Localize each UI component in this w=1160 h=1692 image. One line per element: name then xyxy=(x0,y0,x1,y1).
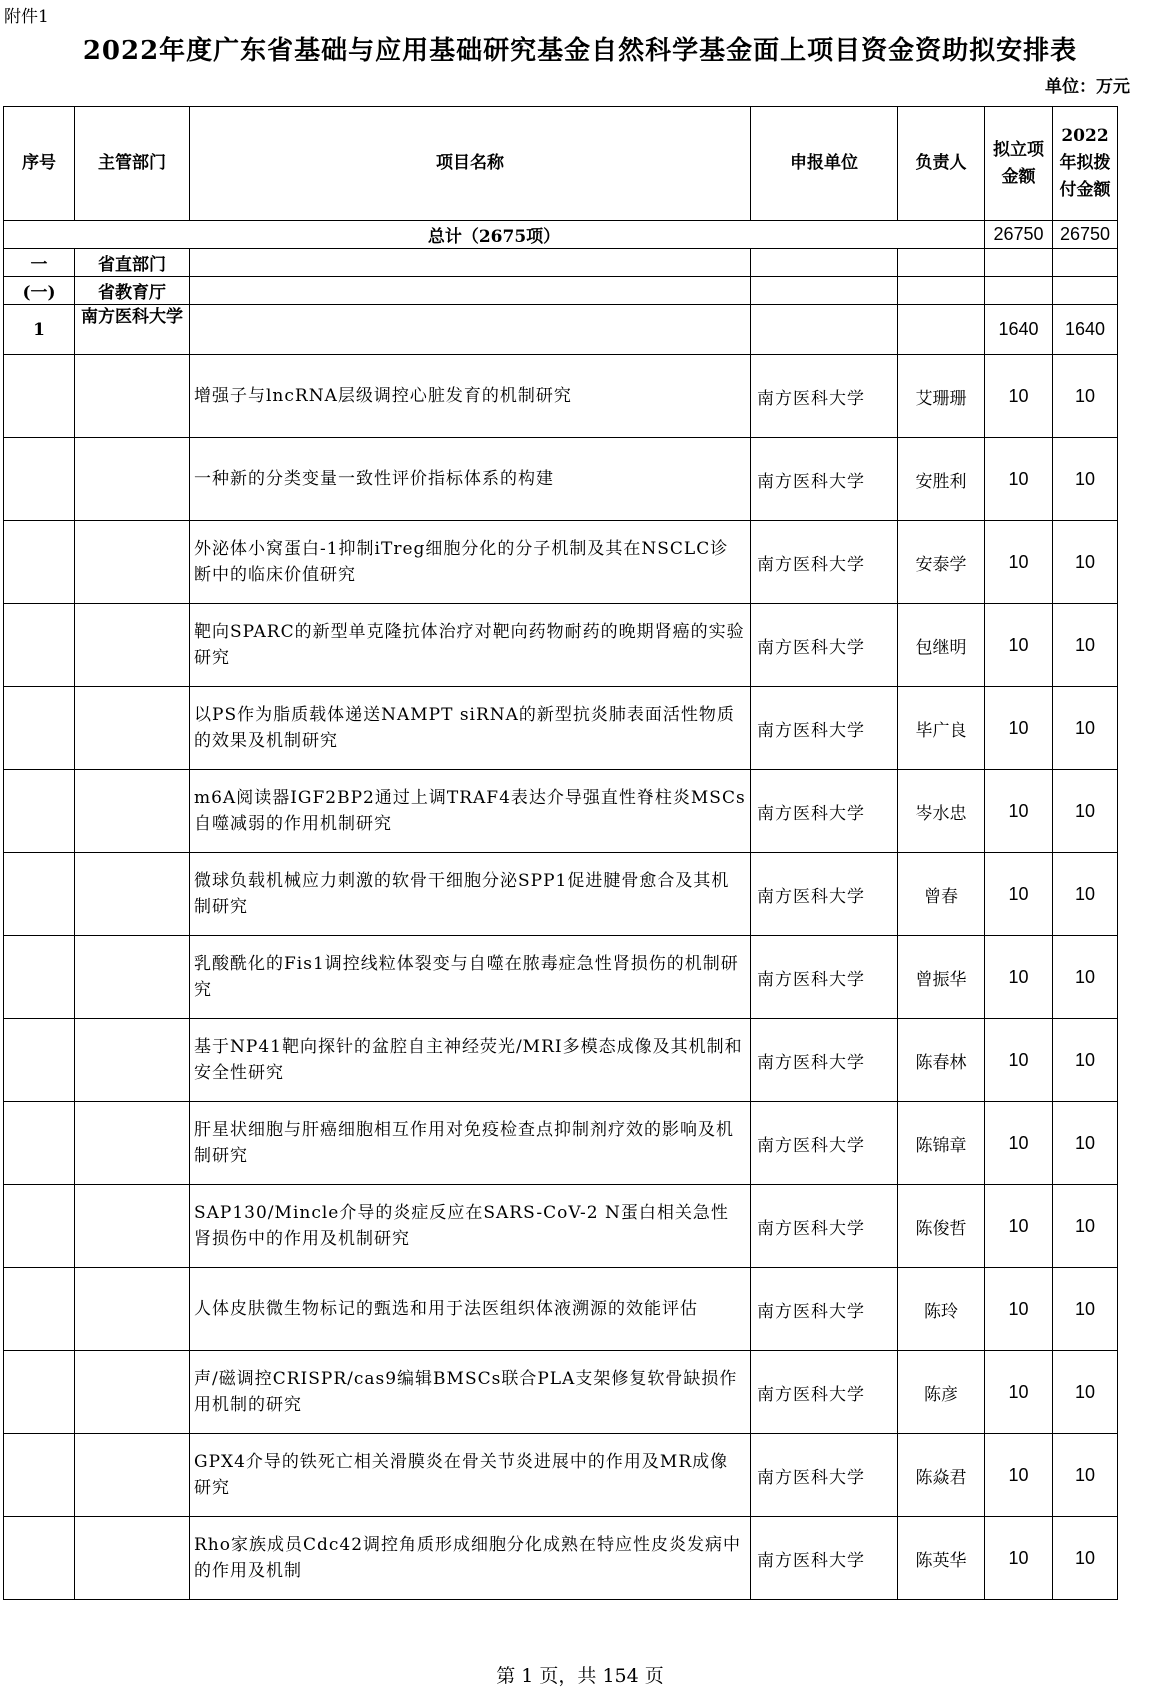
project-name: m6A阅读器IGF2BP2通过上调TRAF4表达介导强直性脊柱炎MSCs自噬减弱的作用机制研究 xyxy=(190,770,751,853)
row-dept xyxy=(75,1019,190,1102)
level2-dept: 省教育厅 xyxy=(75,277,190,305)
allocated-amount: 10 xyxy=(1053,521,1118,604)
table-row xyxy=(4,1185,1118,1268)
row-seq xyxy=(4,770,75,853)
project-name: GPX4介导的铁死亡相关滑膜炎在骨关节炎进展中的作用及MR成像研究 xyxy=(190,1434,751,1517)
table-row xyxy=(4,687,1118,770)
leader-name: 艾珊珊 xyxy=(898,355,985,438)
row-dept xyxy=(75,1185,190,1268)
applicant-unit: 南方医科大学 xyxy=(751,1268,898,1351)
table-row xyxy=(4,438,1118,521)
project-name: 增强子与lncRNA层级调控心脏发育的机制研究 xyxy=(190,355,751,438)
allocated-amount: 10 xyxy=(1053,853,1118,936)
leader-name: 陈春林 xyxy=(898,1019,985,1102)
row-seq xyxy=(4,1351,75,1434)
row-seq xyxy=(4,1019,75,1102)
level1-row xyxy=(4,249,1118,277)
leader-name: 陈英华 xyxy=(898,1517,985,1600)
row-seq xyxy=(4,1434,75,1517)
table-row xyxy=(4,1268,1118,1351)
approved-amount: 10 xyxy=(985,355,1053,438)
unit-label: 单位：万元 xyxy=(1045,77,1130,97)
leader-name: 毕广良 xyxy=(898,687,985,770)
table-row xyxy=(4,1351,1118,1434)
attachment-label: 附件1 xyxy=(4,7,49,27)
row-seq xyxy=(4,1102,75,1185)
org-row xyxy=(4,305,1118,355)
row-dept xyxy=(75,1434,190,1517)
leader-name: 包继明 xyxy=(898,604,985,687)
allocated-amount: 10 xyxy=(1053,1019,1118,1102)
row-dept xyxy=(75,687,190,770)
applicant-unit: 南方医科大学 xyxy=(751,521,898,604)
approved-amount: 10 xyxy=(985,604,1053,687)
total-row xyxy=(4,221,1118,249)
row-dept xyxy=(75,438,190,521)
row-dept xyxy=(75,521,190,604)
row-dept xyxy=(75,1268,190,1351)
applicant-unit: 南方医科大学 xyxy=(751,604,898,687)
row-dept xyxy=(75,770,190,853)
row-seq xyxy=(4,936,75,1019)
leader-name: 安泰学 xyxy=(898,521,985,604)
applicant-unit: 南方医科大学 xyxy=(751,1517,898,1600)
table-row xyxy=(4,853,1118,936)
applicant-unit: 南方医科大学 xyxy=(751,687,898,770)
project-name: 基于NP41靶向探针的盆腔自主神经荧光/MRI多模态成像及其机制和安全性研究 xyxy=(190,1019,751,1102)
approved-amount: 10 xyxy=(985,1351,1053,1434)
applicant-unit: 南方医科大学 xyxy=(751,438,898,521)
project-name: 声/磁调控CRISPR/cas9编辑BMSCs联合PLA支架修复软骨缺损作用机制的研究 xyxy=(190,1351,751,1434)
header-row xyxy=(4,107,1118,221)
row-dept xyxy=(75,355,190,438)
project-name: 一种新的分类变量一致性评价指标体系的构建 xyxy=(190,438,751,521)
row-seq xyxy=(4,521,75,604)
org-allocated: 1640 xyxy=(1053,305,1118,355)
applicant-unit: 南方医科大学 xyxy=(751,1351,898,1434)
leader-name: 陈玲 xyxy=(898,1268,985,1351)
row-seq xyxy=(4,853,75,936)
approved-amount: 10 xyxy=(985,770,1053,853)
leader-name: 陈焱君 xyxy=(898,1434,985,1517)
allocated-amount: 10 xyxy=(1053,687,1118,770)
org-approved: 1640 xyxy=(985,305,1053,355)
applicant-unit: 南方医科大学 xyxy=(751,770,898,853)
project-name: 以PS作为脂质载体递送NAMPT siRNA的新型抗炎肺表面活性物质的效果及机制研究 xyxy=(190,687,751,770)
allocated-amount: 10 xyxy=(1053,355,1118,438)
funding-table xyxy=(3,106,1118,1600)
row-seq xyxy=(4,1185,75,1268)
project-name: 外泌体小窝蛋白-1抑制iTreg细胞分化的分子机制及其在NSCLC诊断中的临床价值研究 xyxy=(190,521,751,604)
row-dept xyxy=(75,1102,190,1185)
table-row xyxy=(4,355,1118,438)
allocated-amount: 10 xyxy=(1053,604,1118,687)
level1-dept: 省直部门 xyxy=(75,249,190,277)
row-dept xyxy=(75,853,190,936)
table-row xyxy=(4,936,1118,1019)
leader-name: 陈锦章 xyxy=(898,1102,985,1185)
allocated-amount: 10 xyxy=(1053,936,1118,1019)
row-seq xyxy=(4,1268,75,1351)
project-name: 肝星状细胞与肝癌细胞相互作用对免疫检查点抑制剂疗效的影响及机制研究 xyxy=(190,1102,751,1185)
allocated-amount: 10 xyxy=(1053,770,1118,853)
approved-amount: 10 xyxy=(985,521,1053,604)
page-footer: 第 1 页，共 154 页 xyxy=(496,1665,664,1687)
header-applicant: 申报单位 xyxy=(751,107,898,221)
applicant-unit: 南方医科大学 xyxy=(751,1185,898,1268)
approved-amount: 10 xyxy=(985,1019,1053,1102)
leader-name: 陈彦 xyxy=(898,1351,985,1434)
level2-row xyxy=(4,277,1118,305)
table-row xyxy=(4,1434,1118,1517)
project-name: 微球负载机械应力刺激的软骨干细胞分泌SPP1促进腱骨愈合及其机制研究 xyxy=(190,853,751,936)
approved-amount: 10 xyxy=(985,1185,1053,1268)
leader-name: 岑水忠 xyxy=(898,770,985,853)
total-label: 总计（2675项） xyxy=(4,221,985,249)
header-dept: 主管部门 xyxy=(75,107,190,221)
allocated-amount: 10 xyxy=(1053,1517,1118,1600)
header-approved-amount: 拟立项金额 xyxy=(985,107,1053,221)
allocated-amount: 10 xyxy=(1053,1268,1118,1351)
leader-name: 安胜利 xyxy=(898,438,985,521)
leader-name: 曾春 xyxy=(898,853,985,936)
approved-amount: 10 xyxy=(985,1268,1053,1351)
project-name: Rho家族成员Cdc42调控角质形成细胞分化成熟在特应性皮炎发病中的作用及机制 xyxy=(190,1517,751,1600)
row-dept xyxy=(75,1517,190,1600)
approved-amount: 10 xyxy=(985,1434,1053,1517)
applicant-unit: 南方医科大学 xyxy=(751,355,898,438)
approved-amount: 10 xyxy=(985,438,1053,521)
approved-amount: 10 xyxy=(985,1102,1053,1185)
total-allocated: 26750 xyxy=(1053,221,1118,249)
allocated-amount: 10 xyxy=(1053,1185,1118,1268)
table-row xyxy=(4,604,1118,687)
page-title: 2022年度广东省基础与应用基础研究基金自然科学基金面上项目资金资助拟安排表 xyxy=(82,36,1078,66)
header-seq: 序号 xyxy=(4,107,75,221)
allocated-amount: 10 xyxy=(1053,1102,1118,1185)
table-row xyxy=(4,1517,1118,1600)
row-seq xyxy=(4,687,75,770)
header-project: 项目名称 xyxy=(190,107,751,221)
leader-name: 陈俊哲 xyxy=(898,1185,985,1268)
row-dept xyxy=(75,1351,190,1434)
approved-amount: 10 xyxy=(985,853,1053,936)
total-approved: 26750 xyxy=(985,221,1053,249)
allocated-amount: 10 xyxy=(1053,1434,1118,1517)
project-name: 乳酸酰化的Fis1调控线粒体裂变与自噬在脓毒症急性肾损伤的机制研究 xyxy=(190,936,751,1019)
row-seq xyxy=(4,438,75,521)
table-row xyxy=(4,1102,1118,1185)
level1-seq: 一 xyxy=(4,249,75,277)
header-allocation-2022: 2022年拟拨付金额 xyxy=(1053,107,1118,221)
applicant-unit: 南方医科大学 xyxy=(751,1434,898,1517)
row-dept xyxy=(75,604,190,687)
applicant-unit: 南方医科大学 xyxy=(751,1019,898,1102)
row-seq xyxy=(4,1517,75,1600)
project-name: SAP130/Mincle介导的炎症反应在SARS-CoV-2 N蛋白相关急性肾损伤中的作用及机制研究 xyxy=(190,1185,751,1268)
table-row xyxy=(4,770,1118,853)
approved-amount: 10 xyxy=(985,936,1053,1019)
allocated-amount: 10 xyxy=(1053,1351,1118,1434)
level2-seq: (一) xyxy=(4,277,75,305)
allocated-amount: 10 xyxy=(1053,438,1118,521)
applicant-unit: 南方医科大学 xyxy=(751,1102,898,1185)
leader-name: 曾振华 xyxy=(898,936,985,1019)
table-row xyxy=(4,1019,1118,1102)
project-name: 靶向SPARC的新型单克隆抗体治疗对靶向药物耐药的晚期肾癌的实验研究 xyxy=(190,604,751,687)
org-dept: 南方医科大学 xyxy=(75,305,190,355)
row-dept xyxy=(75,936,190,1019)
row-seq xyxy=(4,604,75,687)
applicant-unit: 南方医科大学 xyxy=(751,853,898,936)
project-name: 人体皮肤微生物标记的甄选和用于法医组织体液溯源的效能评估 xyxy=(190,1268,751,1351)
approved-amount: 10 xyxy=(985,1517,1053,1600)
applicant-unit: 南方医科大学 xyxy=(751,936,898,1019)
row-seq xyxy=(4,355,75,438)
approved-amount: 10 xyxy=(985,687,1053,770)
org-seq: 1 xyxy=(4,305,75,355)
header-leader: 负责人 xyxy=(898,107,985,221)
table-row xyxy=(4,521,1118,604)
